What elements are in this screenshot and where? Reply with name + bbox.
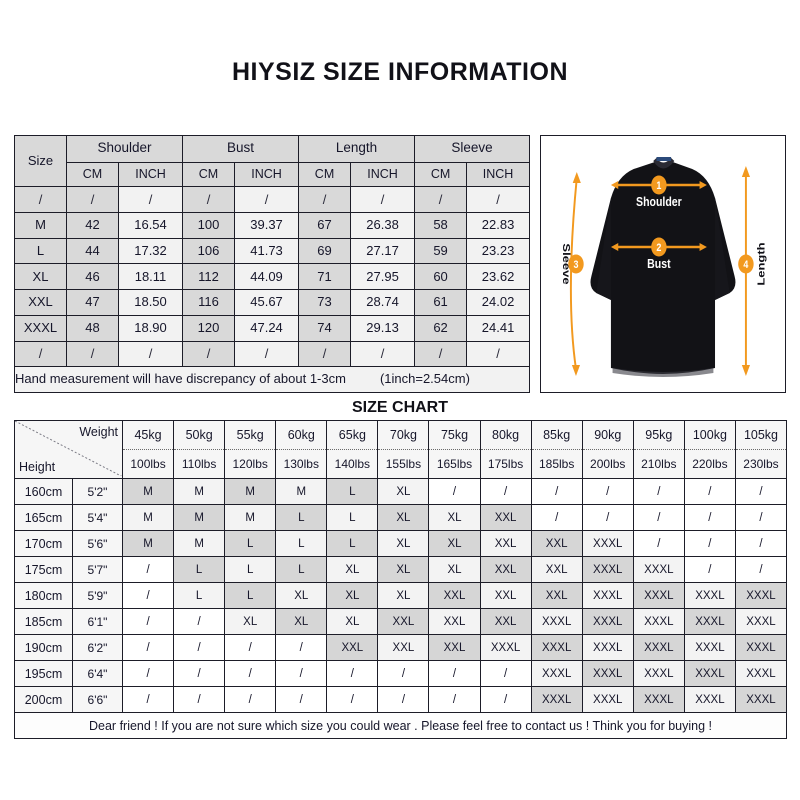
- spec-table-row: [15, 290, 530, 316]
- spec-unit-header: CM: [67, 162, 119, 187]
- spec-cell: 62: [415, 315, 467, 341]
- spec-cell: 112: [183, 264, 235, 290]
- footer-message: Dear friend ! If you are not sure which size you could wear . Please feel free to contact us ! Think you for buying !: [15, 713, 787, 739]
- spec-cell: 18.11: [119, 264, 183, 290]
- chart-height-ft: 5'9": [73, 583, 123, 609]
- chart-size-cell: M: [123, 531, 174, 557]
- spec-unit-header: CM: [183, 162, 235, 187]
- chart-size-cell: XXXL: [480, 635, 531, 661]
- spec-cell: 61: [415, 290, 467, 316]
- chart-size-cell: /: [429, 661, 480, 687]
- chart-weight-lbs-row: [15, 450, 787, 479]
- chart-height-cm: 165cm: [15, 505, 73, 531]
- chart-table-row: [15, 531, 787, 557]
- chart-size-cell: XXXL: [633, 687, 684, 713]
- chart-size-cell: /: [633, 505, 684, 531]
- spec-note-row: [15, 367, 530, 393]
- spec-cell: /: [467, 187, 530, 213]
- chart-size-cell: XXXL: [633, 583, 684, 609]
- spec-cell: /: [67, 187, 119, 213]
- chart-size-cell: /: [174, 661, 225, 687]
- garment-svg: [541, 136, 785, 392]
- spec-cell: 100: [183, 213, 235, 239]
- chart-size-cell: XXL: [531, 557, 582, 583]
- chart-size-cell: L: [174, 557, 225, 583]
- spec-cell: 39.37: [235, 213, 299, 239]
- spec-cell: 22.83: [467, 213, 530, 239]
- chart-weight-kg: 90kg: [582, 421, 633, 450]
- chart-size-cell: XXXL: [684, 687, 735, 713]
- chart-weight-kg: 105kg: [735, 421, 786, 450]
- spec-group-header-row: [15, 136, 530, 163]
- spec-note-text: Hand measurement will have discrepancy of about 1-3cm: [15, 371, 346, 387]
- chart-size-cell: XXXL: [582, 531, 633, 557]
- spec-cell: /: [235, 341, 299, 367]
- chart-height-cm: 180cm: [15, 583, 73, 609]
- bust-label: Bust: [647, 255, 671, 272]
- chart-weight-lbs: 110lbs: [174, 450, 225, 479]
- chart-weight-kg: 100kg: [684, 421, 735, 450]
- chart-size-cell: /: [123, 609, 174, 635]
- chart-table-row: [15, 479, 787, 505]
- chart-size-cell: /: [378, 687, 429, 713]
- chart-weight-lbs: 120lbs: [225, 450, 276, 479]
- spec-row-size: L: [15, 238, 67, 264]
- spec-note-conversion: (1inch=2.54cm): [379, 371, 470, 387]
- chart-size-cell: /: [531, 479, 582, 505]
- chart-size-cell: XXXL: [735, 687, 786, 713]
- chart-table-row: [15, 687, 787, 713]
- spec-cell: 16.54: [119, 213, 183, 239]
- chart-weight-lbs: 185lbs: [531, 450, 582, 479]
- chart-size-cell: XXL: [327, 635, 378, 661]
- spec-row-size: XL: [15, 264, 67, 290]
- chart-size-cell: /: [327, 661, 378, 687]
- spec-cell: 24.41: [467, 315, 530, 341]
- shoulder-label: Shoulder: [636, 193, 682, 210]
- chart-size-cell: /: [174, 687, 225, 713]
- chart-weight-kg: 65kg: [327, 421, 378, 450]
- spec-cell: 17.32: [119, 238, 183, 264]
- garment-illustration: [540, 135, 786, 393]
- spec-row-size: M: [15, 213, 67, 239]
- spec-table-row: [15, 315, 530, 341]
- spec-cell: /: [299, 341, 351, 367]
- spec-unit-header: INCH: [467, 162, 530, 187]
- chart-size-cell: /: [429, 687, 480, 713]
- size-chart-block: [14, 420, 786, 739]
- spec-cell: /: [351, 341, 415, 367]
- chart-table-row: [15, 661, 787, 687]
- spec-row-size: /: [15, 187, 67, 213]
- specification-table: [14, 135, 530, 393]
- chart-size-cell: XL: [276, 609, 327, 635]
- chart-size-cell: XL: [429, 557, 480, 583]
- chart-size-cell: XXXL: [531, 609, 582, 635]
- chart-height-cm: 200cm: [15, 687, 73, 713]
- chart-height-cm: 185cm: [15, 609, 73, 635]
- chart-weight-lbs: 130lbs: [276, 450, 327, 479]
- chart-height-ft: 5'4": [73, 505, 123, 531]
- chart-weight-lbs: 175lbs: [480, 450, 531, 479]
- chart-size-cell: /: [123, 661, 174, 687]
- spec-cell: /: [351, 187, 415, 213]
- spec-cell: 73: [299, 290, 351, 316]
- sleeve-label: Sleeve: [560, 243, 573, 285]
- chart-size-cell: XXL: [480, 505, 531, 531]
- chart-size-cell: /: [276, 661, 327, 687]
- chart-size-cell: /: [276, 687, 327, 713]
- chart-size-cell: XXXL: [633, 635, 684, 661]
- spec-cell: /: [119, 187, 183, 213]
- chart-height-cm: 175cm: [15, 557, 73, 583]
- chart-weight-kg: 75kg: [429, 421, 480, 450]
- chart-size-cell: M: [225, 479, 276, 505]
- chart-size-cell: L: [276, 557, 327, 583]
- chart-height-ft: 5'7": [73, 557, 123, 583]
- chart-size-cell: /: [531, 505, 582, 531]
- chart-size-cell: XXXL: [582, 687, 633, 713]
- spec-unit-header-row: [15, 162, 530, 187]
- spec-size-header: Size: [15, 136, 67, 187]
- chart-size-cell: /: [123, 635, 174, 661]
- chart-size-cell: M: [225, 505, 276, 531]
- chart-size-cell: XXL: [531, 583, 582, 609]
- chart-size-cell: XXL: [480, 531, 531, 557]
- chart-size-cell: XL: [327, 583, 378, 609]
- chart-height-ft: 6'2": [73, 635, 123, 661]
- spec-cell: 45.67: [235, 290, 299, 316]
- chart-size-cell: M: [174, 531, 225, 557]
- spec-unit-header: CM: [299, 162, 351, 187]
- chart-size-cell: XXXL: [735, 661, 786, 687]
- chart-size-cell: XXL: [480, 557, 531, 583]
- chart-weight-lbs: 230lbs: [735, 450, 786, 479]
- spec-cell: 27.95: [351, 264, 415, 290]
- spec-cell: /: [183, 187, 235, 213]
- spec-cell: /: [119, 341, 183, 367]
- spec-cell: /: [299, 187, 351, 213]
- chart-size-cell: L: [225, 557, 276, 583]
- chart-weight-lbs: 220lbs: [684, 450, 735, 479]
- chart-size-cell: /: [684, 557, 735, 583]
- chart-table-row: [15, 505, 787, 531]
- spec-cell: 44: [67, 238, 119, 264]
- spec-cell: 18.90: [119, 315, 183, 341]
- chart-size-cell: /: [123, 583, 174, 609]
- chart-size-cell: XL: [327, 609, 378, 635]
- spec-table-row: [15, 213, 530, 239]
- chart-size-cell: XXXL: [582, 609, 633, 635]
- spec-cell: 59: [415, 238, 467, 264]
- spec-cell: 47: [67, 290, 119, 316]
- spec-cell: 116: [183, 290, 235, 316]
- spec-cell: 106: [183, 238, 235, 264]
- chart-height-cm: 160cm: [15, 479, 73, 505]
- spec-cell: 42: [67, 213, 119, 239]
- chart-size-cell: /: [225, 661, 276, 687]
- chart-size-cell: XXXL: [531, 661, 582, 687]
- chart-size-cell: XXL: [429, 609, 480, 635]
- spec-group-sleeve: Sleeve: [415, 136, 530, 163]
- chart-table-row: [15, 609, 787, 635]
- chart-size-cell: /: [123, 687, 174, 713]
- chart-size-cell: XXXL: [633, 609, 684, 635]
- chart-weight-kg-row: [15, 421, 787, 450]
- chart-size-cell: /: [174, 635, 225, 661]
- chart-size-cell: XL: [378, 583, 429, 609]
- chart-height-ft: 5'6": [73, 531, 123, 557]
- size-chart-table: [14, 420, 787, 739]
- chart-size-cell: XXXL: [633, 661, 684, 687]
- chart-size-cell: XL: [276, 583, 327, 609]
- marker-4-label: 4: [743, 259, 749, 272]
- chart-size-cell: M: [174, 479, 225, 505]
- chart-height-ft: 6'1": [73, 609, 123, 635]
- chart-size-cell: /: [123, 557, 174, 583]
- chart-size-cell: L: [327, 531, 378, 557]
- chart-size-cell: /: [684, 505, 735, 531]
- chart-size-cell: /: [174, 609, 225, 635]
- chart-size-cell: XL: [378, 505, 429, 531]
- spec-cell: /: [415, 341, 467, 367]
- chart-weight-lbs: 165lbs: [429, 450, 480, 479]
- chart-size-cell: /: [429, 479, 480, 505]
- spec-cell: 29.13: [351, 315, 415, 341]
- spec-unit-header: CM: [415, 162, 467, 187]
- chart-size-cell: XL: [429, 505, 480, 531]
- chart-footer-row: [15, 713, 787, 739]
- chart-size-cell: L: [327, 479, 378, 505]
- spec-cell: 120: [183, 315, 235, 341]
- spec-unit-header: INCH: [119, 162, 183, 187]
- chart-weight-kg: 45kg: [123, 421, 174, 450]
- chart-height-ft: 5'2": [73, 479, 123, 505]
- chart-size-cell: XXXL: [684, 583, 735, 609]
- chart-size-cell: M: [123, 505, 174, 531]
- chart-size-cell: XXXL: [684, 661, 735, 687]
- chart-size-cell: XXXL: [582, 557, 633, 583]
- spec-cell: /: [235, 187, 299, 213]
- spec-cell: 41.73: [235, 238, 299, 264]
- chart-size-cell: /: [735, 505, 786, 531]
- chart-weight-kg: 50kg: [174, 421, 225, 450]
- chart-size-cell: M: [123, 479, 174, 505]
- marker-3-label: 3: [573, 259, 579, 272]
- spec-cell: 58: [415, 213, 467, 239]
- chart-size-cell: /: [480, 479, 531, 505]
- chart-weight-lbs: 100lbs: [123, 450, 174, 479]
- chart-size-cell: /: [684, 479, 735, 505]
- chart-size-cell: XXXL: [684, 635, 735, 661]
- chart-size-cell: /: [327, 687, 378, 713]
- spec-cell: 60: [415, 264, 467, 290]
- chart-height-cm: 190cm: [15, 635, 73, 661]
- spec-cell: 23.62: [467, 264, 530, 290]
- marker-2-label: 2: [656, 242, 662, 255]
- corner-weight-label: Weight: [79, 425, 118, 439]
- chart-size-cell: /: [684, 531, 735, 557]
- chart-size-cell: /: [735, 479, 786, 505]
- chart-size-cell: XXL: [378, 609, 429, 635]
- spec-table-row: [15, 264, 530, 290]
- chart-size-cell: M: [276, 479, 327, 505]
- height-weight-corner: [15, 421, 123, 479]
- length-label: Length: [754, 242, 768, 286]
- spec-cell: 71: [299, 264, 351, 290]
- chart-title: SIZE CHART: [352, 399, 448, 416]
- spec-group-shoulder: Shoulder: [67, 136, 183, 163]
- chart-size-cell: /: [735, 531, 786, 557]
- chart-size-cell: XXXL: [633, 557, 684, 583]
- chart-weight-kg: 95kg: [633, 421, 684, 450]
- spec-cell: 18.50: [119, 290, 183, 316]
- chart-size-cell: XL: [327, 557, 378, 583]
- corner-height-label: Height: [19, 460, 56, 474]
- chart-weight-lbs: 140lbs: [327, 450, 378, 479]
- chart-size-cell: XXXL: [735, 583, 786, 609]
- spec-unit-header: INCH: [235, 162, 299, 187]
- chart-size-cell: L: [174, 583, 225, 609]
- chart-weight-lbs: 200lbs: [582, 450, 633, 479]
- chart-size-cell: L: [276, 505, 327, 531]
- chart-height-ft: 6'4": [73, 661, 123, 687]
- chart-size-cell: /: [480, 687, 531, 713]
- chart-size-cell: XL: [225, 609, 276, 635]
- chart-size-cell: L: [276, 531, 327, 557]
- chart-size-cell: XL: [378, 557, 429, 583]
- spec-cell: 47.24: [235, 315, 299, 341]
- chart-size-cell: XXL: [378, 635, 429, 661]
- chart-size-cell: XXL: [429, 635, 480, 661]
- chart-table-row: [15, 557, 787, 583]
- spec-table-row: [15, 341, 530, 367]
- chart-size-cell: /: [633, 479, 684, 505]
- chart-size-cell: /: [735, 557, 786, 583]
- chart-weight-kg: 85kg: [531, 421, 582, 450]
- chart-size-cell: XXXL: [531, 687, 582, 713]
- chart-size-cell: XXL: [429, 583, 480, 609]
- chart-size-cell: L: [225, 531, 276, 557]
- spec-cell: 44.09: [235, 264, 299, 290]
- chart-weight-lbs: 155lbs: [378, 450, 429, 479]
- chart-size-cell: /: [276, 635, 327, 661]
- spec-cell: 23.23: [467, 238, 530, 264]
- spec-cell: /: [467, 341, 530, 367]
- spec-table-row: [15, 187, 530, 213]
- chart-size-cell: /: [225, 687, 276, 713]
- spec-cell: 48: [67, 315, 119, 341]
- spec-cell: 27.17: [351, 238, 415, 264]
- chart-size-cell: /: [378, 661, 429, 687]
- chart-size-cell: XXXL: [582, 635, 633, 661]
- chart-size-cell: /: [480, 661, 531, 687]
- chart-weight-kg: 60kg: [276, 421, 327, 450]
- chart-size-cell: XL: [378, 531, 429, 557]
- chart-table-row: [15, 635, 787, 661]
- chart-weight-lbs: 210lbs: [633, 450, 684, 479]
- chart-size-cell: /: [225, 635, 276, 661]
- spec-cell: /: [183, 341, 235, 367]
- spec-cell: 26.38: [351, 213, 415, 239]
- spec-group-bust: Bust: [183, 136, 299, 163]
- chart-height-cm: 195cm: [15, 661, 73, 687]
- chart-height-ft: 6'6": [73, 687, 123, 713]
- chart-weight-kg: 55kg: [225, 421, 276, 450]
- chart-size-cell: XXXL: [531, 635, 582, 661]
- chart-weight-kg: 70kg: [378, 421, 429, 450]
- spec-cell: 24.02: [467, 290, 530, 316]
- spec-cell: /: [67, 341, 119, 367]
- chart-size-cell: XXXL: [684, 609, 735, 635]
- chart-height-cm: 170cm: [15, 531, 73, 557]
- spec-cell: 74: [299, 315, 351, 341]
- chart-size-cell: XXXL: [582, 661, 633, 687]
- chart-size-cell: XL: [378, 479, 429, 505]
- spec-cell: 28.74: [351, 290, 415, 316]
- spec-cell: 46: [67, 264, 119, 290]
- chart-size-cell: XL: [429, 531, 480, 557]
- spec-row-size: XXXL: [15, 315, 67, 341]
- spec-row-size: XXL: [15, 290, 67, 316]
- spec-row-size: /: [15, 341, 67, 367]
- spec-cell: /: [415, 187, 467, 213]
- chart-size-cell: XXXL: [582, 583, 633, 609]
- spec-group-length: Length: [299, 136, 415, 163]
- chart-size-cell: M: [174, 505, 225, 531]
- chart-size-cell: L: [225, 583, 276, 609]
- marker-1-label: 1: [656, 180, 662, 193]
- chart-size-cell: XXL: [480, 583, 531, 609]
- chart-size-cell: /: [582, 479, 633, 505]
- chart-weight-kg: 80kg: [480, 421, 531, 450]
- specification-block: [14, 135, 786, 393]
- chart-size-cell: XXL: [531, 531, 582, 557]
- chart-size-cell: /: [582, 505, 633, 531]
- chart-size-cell: XXXL: [735, 635, 786, 661]
- chart-table-row: [15, 583, 787, 609]
- spec-cell: 67: [299, 213, 351, 239]
- spec-unit-header: INCH: [351, 162, 415, 187]
- spec-table-row: [15, 238, 530, 264]
- spec-cell: 69: [299, 238, 351, 264]
- chart-size-cell: /: [633, 531, 684, 557]
- chart-size-cell: L: [327, 505, 378, 531]
- chart-size-cell: XXL: [480, 609, 531, 635]
- chart-size-cell: XXXL: [735, 609, 786, 635]
- page-title: HIYSIZ SIZE INFORMATION: [231, 58, 569, 86]
